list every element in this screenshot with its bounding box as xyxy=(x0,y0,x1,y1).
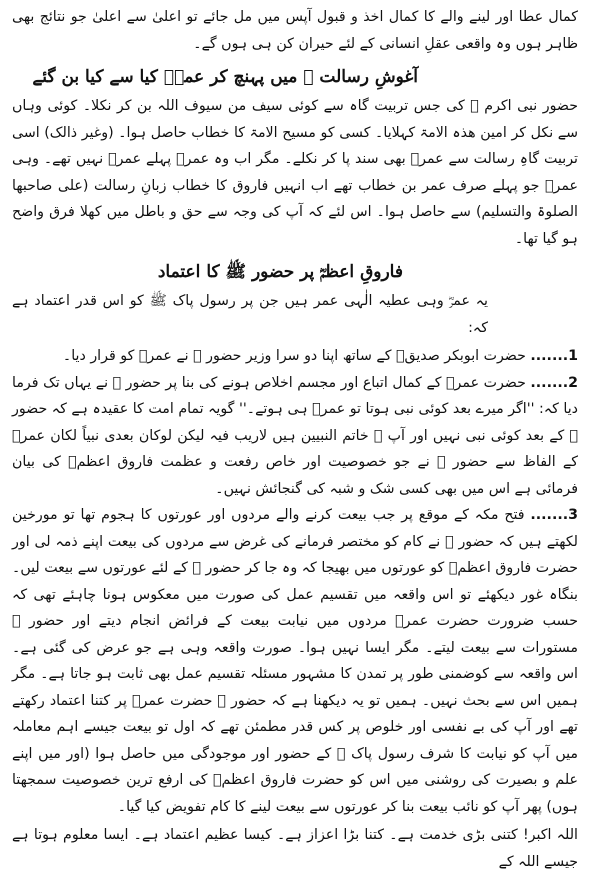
section-heading-aghosh-risalat: آغوشِ رسالت ﷺ میں پہنچ کر عمرؓ کیا سے کیا بن گئے xyxy=(32,67,418,87)
item-text-1: حضرت ابوبکر صدیقؓ کے ساتھ اپنا دو سرا وزیر حضور ﷺ نے عمرؓ کو قرار دیا۔ xyxy=(62,348,526,364)
item-text-2: حضرت عمرؓ کے کمال اتباع اور مجسم اخلاص ہونے کی بنا پر حضور ﷺ نے یہاں تک فرما دیا کہ: ''اگر میرے بعد کوئی نبی ہوتا تو عمرؓ ہی ہوتے۔'' گویہ تمام امت کا عقیدہ ہے کہ حضور ﷺ کے بعد کوئی نبی نہیں اور آپ ﷺ خاتم النبیین ہیں لاریب فیہ لیکن لوکان بعدی نبیاً لکان عمرؓ کے الفاظ سے حضور ﷺ نے جو خصوصیت اور خاص رفعت و عظمت فاروق اعظمؓ کی بیان فرمائی ہے اس میں بھی کسی شک و شبہ کی گنجائش نہیں۔ xyxy=(12,374,578,497)
item-text-3: فتح مکہ کے موقع پر جب بیعت کرنے والے مردوں اور عورتوں کا ہجوم تھا تو مورخین لکھتے ہیں کہ حضور ﷺ نے کام کو مختصر فرمانے کی غرض سے مردوں کی بیعت اپنے ذمہ لی اور حضرت فاروق اعظمؓ کو عورتوں میں بھیجا کہ وہ جا کر حضور ﷺ کے لئے عورتوں سے بیعت لیں۔ بنگاہ غور دیکھئے تو اس واقعہ میں تقسیم عمل کی صورت میں معکوس ہونا چاہئے تھی کہ حسب ضرورت حضرت عمرؓ مردوں میں نیابت بیعت کے فرائض انجام دیتے اور حضور ﷺ مستورات سے بیعت لیتے۔ مگر ایسا نہیں ہوا۔ صورت واقعہ وہی ہے جو عرض کی گئی ہے۔ اس واقعہ سے کوضمنی طور پر تمدن کا مشہور مسئلہ تقسیم عمل بھی ثابت ہو جاتا ہے۔ مگر ہمیں اس سے بحث نہیں۔ ہمیں تو یہ دیکھنا ہے کہ حضور ﷺ حضرت عمرؓ پر کتنا اعتماد رکھتے تھے اور آپ کی بے نفسی اور خلوص پر کس قدر مطمئن تھے کہ اول تو بیعت جیسے اہم معاملہ میں آپ کو نیابت کا شرف رسول پاک ﷺ کے حضور اور موجودگی میں حاصل ہوا (اور میں اپنے علم و بصیرت کی روشنی میں اس کو حضرت فاروق اعظمؓ کی ارفع ترین خصوصیت سمجھتا ہوں) پھر آپ کو نائب بیعت بنا کر عورتوں سے بیعت لینے کا کام تفویض کیا گیا۔ xyxy=(12,507,578,815)
intro-paragraph: کمال عطا اور لینے والے کا کمال اخذ و قبول آپس میں مل جائے تو اعلیٰ سے اعلیٰ جو نتائج بھی ظاہر ہوں وہ واقعی عقلِ انسانی کے لئے حیران کن ہی ہوں گے۔ xyxy=(12,9,578,52)
section-heading-farooq-aitmad: فاروقِ اعظمؓ پر حضور ﷺ کا اعتماد xyxy=(157,262,403,282)
tarbiyat-paragraph: حضور نبی اکرم ﷺ کی جس تربیت گاہ سے کوئی سیف من سیوف اللہ بن کر نکلا۔ کوئی وہاں سے نکل کر امین ھذہ الامۃ کہلایا۔ کسی کو مسیح الامۃ کا خطاب حاصل ہوا۔ (وغیر ذالک) اسی تربیت گاہِ رسالت سے عمرؓ بھی سند پا کر نکلے۔ مگر اب وہ عمرؓ پہلے عمرؓ نہیں تھے۔ وہی عمرؓ جو پہلے صرف عمر بن خطاب تھے اب انہیں فاروق کا خطاب زبانِ رسالت (علی صاحبھا الصلوۃ والتسلیم) سے حاصل ہوا۔ اس لئے کہ آپ کی وجہ سے حق و باطل میں کھلا فرق واضح ہو گیا تھا۔ xyxy=(12,98,578,247)
numbered-item-2 xyxy=(12,370,578,503)
item-number-2: 2....... xyxy=(530,374,579,391)
numbered-item-1 xyxy=(12,343,578,370)
closing-paragraph: اللہ اکبر! کتنی بڑی خدمت ہے۔ کتنا بڑا اعزاز ہے۔ کیسا عظیم اعتماد ہے۔ ایسا معلوم ہوتا ہے جیسے اللہ کے xyxy=(12,827,578,870)
numbered-item-3 xyxy=(12,502,578,820)
item-number-1: 1....... xyxy=(530,348,578,364)
aitmad-intro-line: یہ عمرؓ وہی عطیہ الٰہی عمر ہیں جن پر رسول پاک ﷺ کو اس قدر اعتماد ہے کہ: xyxy=(12,293,488,336)
item-number-3: 3....... xyxy=(530,507,578,523)
